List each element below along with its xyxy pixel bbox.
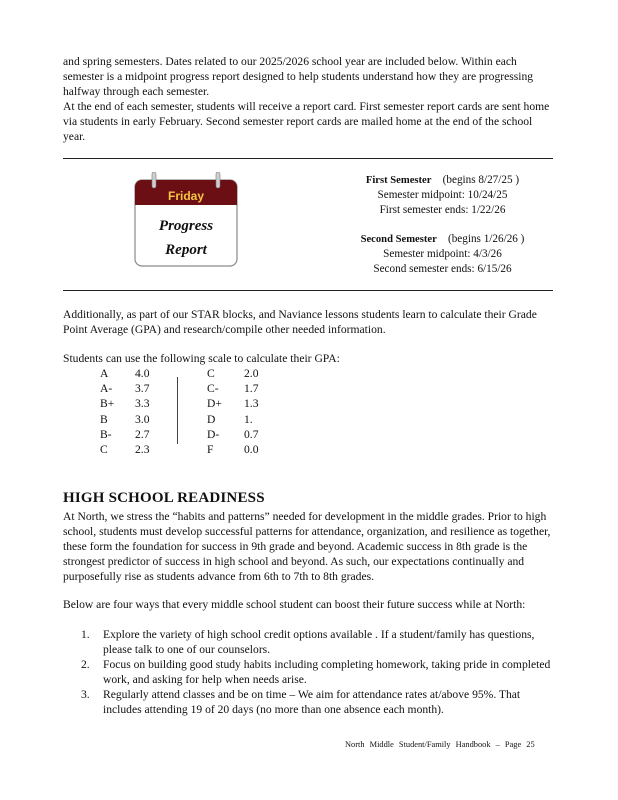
gpa-value: 0.0 [244,443,259,456]
gpa-value: 2.3 [135,443,150,456]
list-text: Focus on building good study habits including completing homework, taking pride in completed work, and asking for help when needs arise. [103,658,551,686]
gpa-value: 3.3 [135,397,150,411]
list-text: Regularly attend classes and be on time – We aim for attendance rates at/above 95%. That includes attending 19 of 20 days (no more than one absence each month). [103,688,521,716]
second-semester-block [330,232,555,277]
gpa-value: 4.0 [135,367,150,380]
semester-midpoint: Semester midpoint: 4/3/26 [383,248,502,260]
readiness-paragraph-1: At North, we stress the “habits and patterns” needed for development in the middle grades. Prior to high school, students must develop successful patterns for attendance, organization, and resilience as together, these form the foundation for success in 9th grade and beyond. Academic success in 8th grade is the strongest predictor of success in high school and beyond. As such, our expectations continually and purposefully rise as students advance from 6th to 7th to 8th grades. [63,510,551,583]
calendar-line-2: Report [165,242,207,258]
divider-bottom [63,290,553,291]
calendar-line-1: Progress [158,218,214,234]
list-item [63,627,553,657]
gpa-value: 1. [244,412,253,426]
gpa-grade: A [100,367,109,380]
page-footer: North Middle Student/Family Handbook – Page 25 [345,740,535,749]
readiness-list [63,627,553,717]
section-title: HIGH SCHOOL READINESS [63,490,265,506]
semester-begins: (begins 1/26/26 ) [447,233,525,245]
divider-top [63,158,553,159]
gpa-value: 3.7 [135,382,150,396]
gpa-grade: D- [207,427,220,441]
list-number: 2. [81,658,90,671]
gpa-grade: A- [100,382,113,396]
gpa-value: 2.7 [135,427,150,441]
gpa-scale-intro: Students can use the following scale to calculate their GPA: [63,352,340,365]
list-number: 3. [81,688,90,701]
gpa-value: 3.0 [135,412,150,426]
gpa-value: 1.7 [244,382,259,396]
gpa-grade: B+ [100,397,115,411]
semester-heading: First Semester [365,175,432,186]
first-semester-block [330,173,555,218]
semester-heading: Second Semester [360,234,437,245]
semester-begins: (begins 8/27/25 ) [442,174,520,186]
list-item [63,687,553,717]
semester-midpoint: Semester midpoint: 10/24/25 [377,189,508,201]
list-text: Explore the variety of high school credit options available . If a student/family has questions, please talk to one of our counselors. [103,628,535,656]
gpa-grade: D [207,412,216,426]
list-number: 1. [81,628,90,641]
gpa-value: 2.0 [244,367,259,380]
gpa-grade: C [100,443,108,456]
intro-paragraph-1: and spring semesters. Dates related to our 2025/2026 school year are included below. Within each semester is a midpoint progress report designed to help students understand how they are progressing halfway through each semester. [63,55,534,98]
gpa-grade: C- [207,382,219,396]
gpa-value: 1.3 [244,397,259,411]
gpa-intro: Additionally, as part of our STAR blocks, and Naviance lessons students learn to calculate their Grade Point Average (GPA) and research/compile other needed information. [63,308,537,336]
gpa-grade: C [207,367,215,380]
semester-ends: Second semester ends: 6/15/26 [373,263,512,275]
calendar-icon [133,172,239,268]
gpa-grade: B [100,412,108,426]
readiness-paragraph-2: Below are four ways that every middle school student can boost their future success while at North: [63,598,526,611]
gpa-grade: F [207,443,214,456]
gpa-table-divider [177,377,178,444]
list-item [63,657,553,687]
gpa-grade: D+ [207,397,222,411]
semester-ends: First semester ends: 1/22/26 [379,204,506,216]
gpa-grade: B- [100,427,112,441]
gpa-value: 0.7 [244,427,259,441]
intro-paragraph-2: At the end of each semester, students will receive a report card. First semester report cards are sent home via students in early February. Second semester report cards are mailed home at the end of the school year. [63,100,550,143]
calendar-day: Friday [167,189,205,203]
